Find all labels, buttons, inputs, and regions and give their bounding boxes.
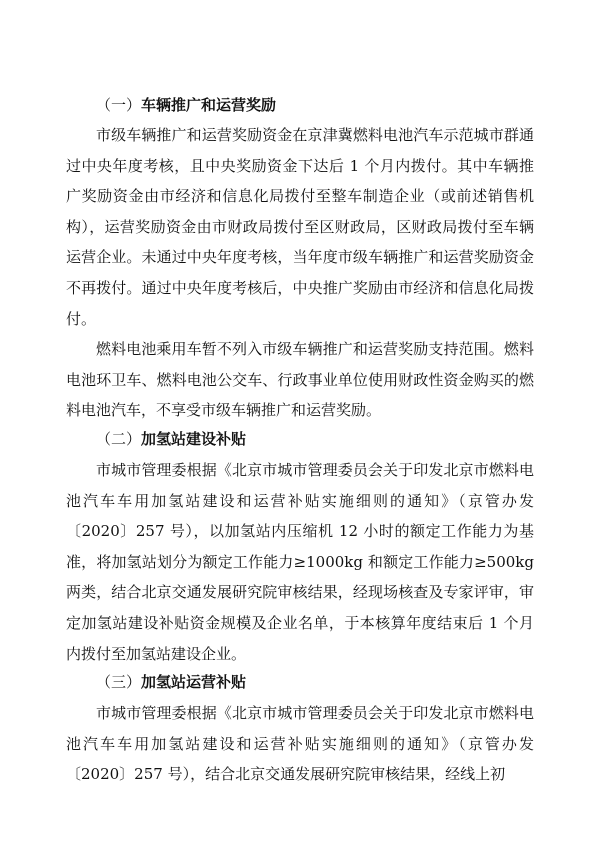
section-number: （三） (96, 673, 142, 692)
body-paragraph: 燃料电池乘用车暂不列入市级车辆推广和运营奖励支持范围。燃料电池环卫车、燃料电池公交车、行政事业单位使用财政性资金购买的燃料电池汽车，不享受市级车辆推广和运营奖励。 (66, 340, 534, 420)
document-body (66, 94, 534, 790)
body-paragraph: 市城市管理委根据《北京市城市管理委员会关于印发北京市燃料电池汽车车用加氢站建设和运营补贴实施细则的通知》（京管办发〔2020〕257 号），结合北京交通发展研究院审核结果，经线上初 (66, 704, 534, 784)
body-paragraph: 市城市管理委根据《北京市城市管理委员会关于印发北京市燃料电池汽车车用加氢站建设和运营补贴实施细则的通知》（京管办发〔2020〕257 号），以加氢站内压缩机 12 小时的额定工作能力为基准，将加氢站划分为额定工作能力≥1000kg 和额定工作能力≥500kg 两类，结合北京交通发展研究院审核结果，经现场核查及专家评审，审定加氢站建设补贴资金规模及企业名单，于本核算年度结束后 1 个月内拨付至加氢站建设企业。 (66, 460, 534, 663)
section-number: （一） (96, 96, 142, 114)
section-station-operation (66, 671, 534, 790)
section-title: 加氢站运营补贴 (141, 673, 247, 692)
body-paragraph: 市级车辆推广和运营奖励资金在京津冀燃料电池汽车示范城市群通过中央年度考核，且中央奖励资金下达后 1 个月内拨付。其中车辆推广奖励资金由市经济和信息化局拨付至整车制造企业（或前述销售机构），运营奖励资金由市财政局拨付至区财政局，区财政局拨付至车辆运营企业。未通过中央年度考核，当年度市级车辆推广和运营奖励资金不再拨付。通过中央年度考核后，中央推广奖励由市经济和信息化局拨付。 (66, 126, 534, 328)
section-heading (66, 428, 534, 451)
section-heading (66, 671, 534, 694)
section-station-construction (66, 428, 534, 669)
section-title: 车辆推广和运营奖励 (141, 96, 277, 114)
section-vehicle-promotion (66, 94, 534, 426)
section-heading (66, 94, 534, 117)
section-title: 加氢站建设补贴 (141, 429, 247, 448)
section-number: （二） (96, 429, 142, 448)
